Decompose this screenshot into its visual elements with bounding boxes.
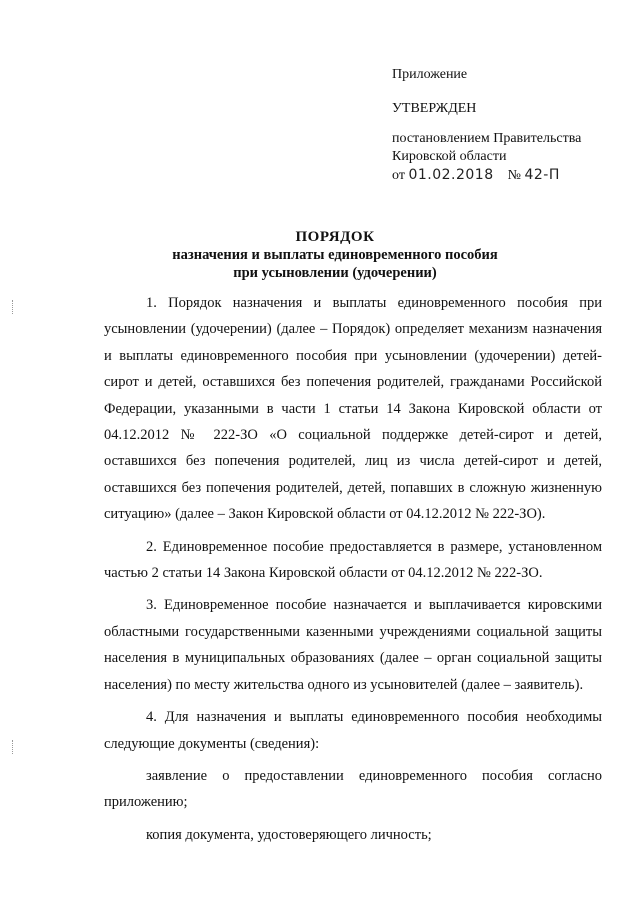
appendix-label: Приложение (392, 67, 468, 82)
paragraph-2: 2. Единовременное пособие предоставляется в размере, установленном частью 2 статьи 14 Закона Кировской области от 04.12.2012 № 222-ЗО. (104, 538, 602, 582)
approved-label: УТВЕРЖДЕН (392, 101, 477, 116)
paragraph-3: 3. Единовременное пособие назначается и выплачивается кировскими областными государственными казенными учреждениями социальной защиты населения в муниципальных образованиях (далее – орган социальной защиты населения) по месту жительства одного из усыновителей (далее – заявитель). (104, 597, 602, 693)
margin-dot (12, 300, 15, 314)
number-sign: № (507, 168, 521, 183)
document-title (100, 228, 570, 282)
margin-dot (12, 740, 15, 754)
paragraph-4: 4. Для назначения и выплаты единовременного пособия необходимы следующие документы (сведения): (104, 709, 602, 752)
document-body (104, 290, 602, 848)
date-prefix: от (392, 168, 405, 183)
list-item-identity-document: копия документа, удостоверяющего личность; (146, 826, 432, 843)
title-main: ПОРЯДОК (295, 229, 375, 245)
title-subtitle-1: назначения и выплаты единовременного пособия (172, 247, 498, 263)
resolution-line-2: Кировской области (392, 149, 507, 164)
resolution-line-1: постановлением Правительства (392, 131, 582, 146)
title-subtitle-2: при усыновлении (удочерении) (233, 265, 437, 281)
approval-stamp-block (392, 66, 622, 185)
paragraph-1: 1. Порядок назначения и выплаты единовременного пособия при усыновлении (удочерении) (далее – Порядок) определяет механизм назначения и выплаты единовременного пособия при усыновлении (удочерении) детей-сирот и детей, оставшихся без попечения родителей, гражданами Российской Федерации, указанными в части 1 статьи 14 Закона Кировской области от 04.12.2012 № 222-ЗО «О социальной поддержке детей-сирот и детей, оставшихся без попечения родителей, лиц из числа детей-сирот и детей, оставшихся без попечения родителей, детей, попавших в сложную жизненную ситуацию» (далее – Закон Кировской области от 04.12.2012 № 222-ЗО). (104, 295, 602, 523)
handwritten-number: 42-П (524, 167, 560, 183)
handwritten-date: 01.02.2018 (408, 167, 494, 183)
resolution-date-line (392, 166, 622, 185)
list-item-application: заявление о предоставлении единовременного пособия согласно приложению; (104, 767, 602, 811)
